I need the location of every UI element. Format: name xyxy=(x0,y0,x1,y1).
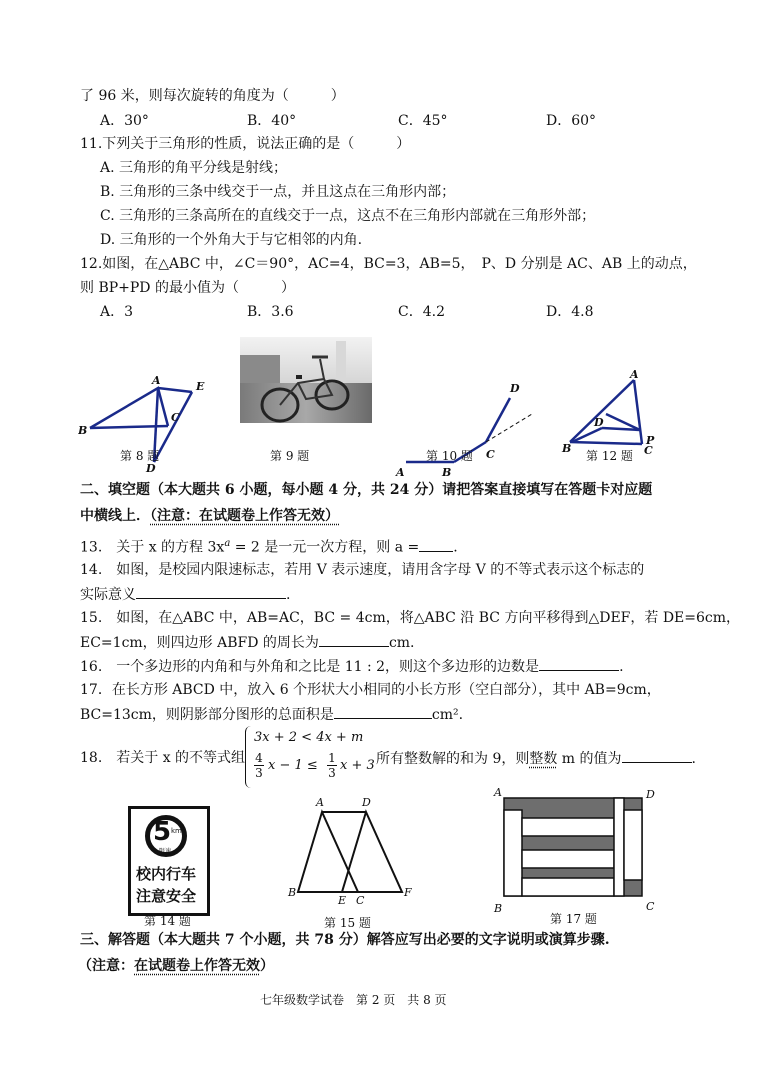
q15-triangle-abc xyxy=(298,812,358,892)
q17-label-a: A xyxy=(494,786,502,799)
q15-line2-text: EC=1cm，则四边形 ABFD 的周长为 xyxy=(80,635,319,651)
q16-end: . xyxy=(619,659,624,675)
q12-line1: 12.如图，在△ABC 中，∠C＝90°，AC=4，BC=3，AB=5， P、D 分别是 AC、AB 上的动点， xyxy=(80,256,697,272)
q15-answer-blank[interactable] xyxy=(319,632,389,647)
q17-small-rect-1 xyxy=(504,810,522,896)
q12-label-b: B xyxy=(562,442,572,455)
q17-answer-blank[interactable] xyxy=(334,704,432,719)
q8-label-a: A xyxy=(152,374,161,387)
q18-post2: m 的值为 xyxy=(557,751,622,767)
q10-option-b: B．40° xyxy=(247,113,297,129)
section2-header-line1: 二、填空题（本大题共 6 小题，每小题 4 分，共 24 分）请把答案直接填写在答题卡对应题 xyxy=(80,482,653,498)
figure-q9-photo xyxy=(240,337,372,423)
q18-post-text: 所有整数解的和为 9，则 xyxy=(376,751,530,767)
q11-option-d: D. 三角形的一个外角大于与它相邻的内角. xyxy=(100,232,363,248)
q14-line2-text: 实际意义 xyxy=(80,587,136,603)
section3-header-line1: 三、解答题（本大题共 7 个小题，共 78 分）解答应写出必要的文字说明或演算步骤. xyxy=(80,932,610,948)
q12-label-a: A xyxy=(630,370,639,381)
q10-label-d: D xyxy=(510,382,520,395)
q18-brace xyxy=(245,726,252,788)
section2-header-line2 xyxy=(80,506,339,526)
q8-line-ae xyxy=(158,388,192,392)
q13-answer-blank[interactable] xyxy=(419,537,453,552)
q17-small-rect-2 xyxy=(522,818,614,836)
q8-label-e: E xyxy=(196,380,205,393)
q17-end: cm². xyxy=(431,707,464,723)
q18-pre: 18. 若关于 x 的不等式组 xyxy=(80,750,246,766)
q16 xyxy=(80,656,624,677)
q13 xyxy=(80,534,458,558)
q12-line2: 则 BP+PD 的最小值为（ ） xyxy=(80,280,295,296)
q18-end: . xyxy=(691,751,696,767)
q13-pre: 13. 关于 x 的方程 3x xyxy=(80,539,225,556)
q15-label-e: E xyxy=(338,894,347,904)
q12-side-ac xyxy=(634,380,642,444)
q12-option-c: C．4.2 xyxy=(398,304,445,320)
q12-caption: 第 12 题 xyxy=(586,449,633,463)
section2-line2-a: 中横线上． xyxy=(80,508,150,524)
q10-tail: 了 96 米，则每次旋转的角度为（ ） xyxy=(80,88,345,104)
q12-option-a: A．3 xyxy=(100,304,134,320)
q8-caption: 第 8 题 xyxy=(120,449,160,463)
figure-q15 xyxy=(286,792,422,904)
q18-frac1-num: 4 xyxy=(255,751,263,765)
q16-text: 16. 一个多边形的内角和与外角和之比是 11 : 2，则这个多边形的边数是 xyxy=(80,659,540,675)
q17-small-rect-5 xyxy=(614,798,624,896)
q8-label-c: C xyxy=(171,411,180,424)
q17-small-rect-4 xyxy=(522,878,614,896)
q11-option-a: A. 三角形的角平分线是射线； xyxy=(100,160,288,176)
figure-q14-sign xyxy=(128,806,210,916)
q10-segment-cd xyxy=(486,398,510,442)
q17-small-rect-6 xyxy=(624,810,642,880)
q10-label-b: B xyxy=(442,466,452,478)
section3-header-line2 xyxy=(78,956,274,976)
q12-option-b: B．3.6 xyxy=(247,304,294,320)
q17-line2-text: BC=13cm，则阴影部分图形的总面积是 xyxy=(80,707,334,723)
q11-option-c: C. 三角形的三条高所在的直线交于一点，这点不在三角形内部就在三角形外部； xyxy=(100,208,596,224)
q18-inequality-1: 3x + 2 < 4x + m xyxy=(254,730,364,745)
q12-label-d: D xyxy=(594,416,604,429)
q15-line2 xyxy=(80,632,415,653)
figure-q17 xyxy=(490,784,662,914)
q18-fraction-4-3 xyxy=(254,751,264,780)
q17-line2 xyxy=(80,704,463,725)
speed-limit-number: 5 xyxy=(153,817,172,847)
q18-ineq2-end: x + 3 xyxy=(340,758,375,773)
q10-option-a: A．30° xyxy=(100,113,149,129)
q14-line2 xyxy=(80,584,290,605)
page-footer: 七年级数学试卷 第 2 页 共 8 页 xyxy=(260,993,447,1007)
q13-end: . xyxy=(453,539,458,556)
q14-line1: 14. 如图，是校园内限速标志，若用 V 表示速度，请用含字母 V 的不等式表示这个标志的 xyxy=(80,562,645,578)
q15-label-f: F xyxy=(404,886,412,899)
q18-frac1-den: 3 xyxy=(255,766,263,780)
speed-limit-sub: 限速 xyxy=(159,848,172,855)
q17-label-d: D xyxy=(646,788,655,801)
q15-label-a: A xyxy=(316,796,324,809)
q15-label-c: C xyxy=(356,894,365,904)
q18-fraction-1-3 xyxy=(327,751,337,780)
q15-triangle-def xyxy=(342,812,402,892)
q13-post: = 2 是一元一次方程，则 a = xyxy=(230,539,420,556)
q10-label-c: C xyxy=(486,448,495,461)
q17-small-rect-3 xyxy=(522,850,614,868)
q15-label-b: B xyxy=(288,886,297,899)
q15-caption: 第 15 题 xyxy=(324,916,371,930)
q18-answer-blank[interactable] xyxy=(622,748,692,763)
q14-end: . xyxy=(286,587,291,603)
section3-line2-c: ） xyxy=(260,958,274,974)
q14-caption: 第 14 题 xyxy=(144,914,191,928)
q18-frac2-num: 1 xyxy=(328,751,336,765)
q15-label-d: D xyxy=(362,796,371,809)
q14-answer-blank[interactable] xyxy=(136,584,286,599)
section3-line2-notice: 在试题卷上作答无效 xyxy=(134,958,260,974)
q18-post xyxy=(376,748,696,769)
q8-label-b: B xyxy=(78,424,88,437)
sign-line2: 注意安全 xyxy=(136,887,197,905)
q12-label-p: P xyxy=(646,434,655,447)
q10-label-a: A xyxy=(396,466,405,478)
q12-side-bc xyxy=(570,442,642,444)
q17-label-c: C xyxy=(646,900,655,913)
q10-option-d: D．60° xyxy=(546,113,597,129)
q15-end: cm. xyxy=(388,635,415,651)
q18-ineq2-mid: x − 1 ≤ xyxy=(268,758,318,773)
q9-caption: 第 9 题 xyxy=(270,449,310,463)
q18-integer-emph: 整数 xyxy=(529,751,558,767)
q11-stem: 11.下列关于三角形的性质，说法正确的是（ ） xyxy=(80,136,411,152)
q16-answer-blank[interactable] xyxy=(539,656,619,671)
q12-side-ab xyxy=(570,380,634,442)
q12-label-c: C xyxy=(644,444,653,457)
q15-line1: 15. 如图，在△ABC 中，AB=AC，BC = 4cm，将△ABC 沿 BC 方向平移得到△DEF，若 DE=6cm， xyxy=(80,610,741,626)
q10-caption: 第 10 题 xyxy=(426,449,473,463)
q8-label-d: D xyxy=(146,462,156,472)
section2-line2-notice: （注意：在试题卷上作答无效） xyxy=(150,508,339,524)
q12-option-d: D．4.8 xyxy=(546,304,594,320)
q13-exponent: a xyxy=(224,538,231,549)
q17-label-b: B xyxy=(494,902,503,914)
speed-limit-unit: km xyxy=(171,827,182,835)
q17-line1: 17．在长方形 ABCD 中，放入 6 个形状大小相同的小长方形（空白部分），其中 AB=9cm， xyxy=(80,682,661,698)
q18-frac2-den: 3 xyxy=(328,766,336,780)
section3-line2-a: （注意： xyxy=(78,958,134,974)
q17-caption: 第 17 题 xyxy=(550,912,597,926)
q10-option-c: C．45° xyxy=(398,113,448,129)
q11-option-b: B. 三角形的三条中线交于一点，并且这点在三角形内部； xyxy=(100,184,456,200)
sign-line1: 校内行车 xyxy=(136,865,197,883)
bicycle-photo xyxy=(240,337,372,423)
